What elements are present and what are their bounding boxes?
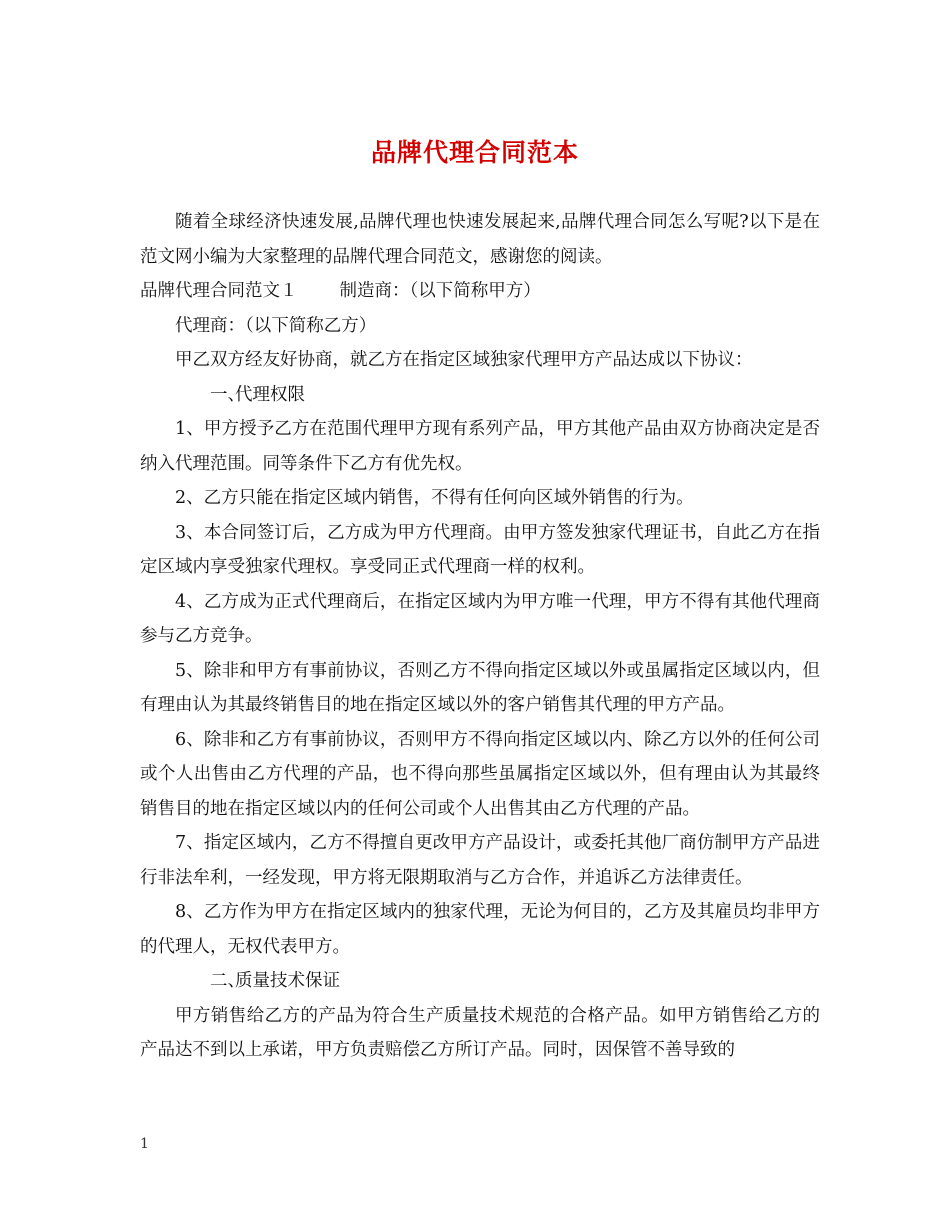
quality-paragraph: 甲方销售给乙方的产品为符合生产质量技术规范的合格产品。如甲方销售给乙方的产品达不到以上承诺，甲方负责赔偿乙方所订产品。同时，因保管不善导致的: [140, 1005, 820, 1060]
sample-header-line: [140, 274, 820, 309]
section-number: 二、: [210, 971, 245, 991]
clause-3: 3、本合同签订后，乙方成为甲方代理商。由甲方签发独家代理证书，自此乙方在指定区域内享受独家代理权。享受同正式代理商一样的权利。: [140, 522, 820, 577]
section-title: 质量技术保证: [235, 971, 340, 991]
clause-1: 1、甲方授予乙方在范围代理甲方现有系列产品，甲方其他产品由双方协商决定是否纳入代理范围。同等条件下乙方有优先权。: [140, 419, 820, 474]
agent-line: 代理商：（以下简称乙方）: [175, 315, 377, 336]
section-title: 代理权限: [235, 384, 305, 405]
preamble-paragraph: 甲乙双方经友好协商，就乙方在指定区域独家代理甲方产品达成以下协议：: [175, 350, 753, 370]
sample-label: 品牌代理合同范文１: [140, 281, 298, 301]
page-number: 1: [140, 1136, 149, 1152]
clause-4: 4、乙方成为正式代理商后，在指定区域内为甲方唯一代理，甲方不得有其他代理商参与乙方竞争。: [140, 591, 820, 646]
clause-8: 8、乙方作为甲方在指定区域内的独家代理，无论为何目的，乙方及其雇员均非甲方的代理人，无权代表甲方。: [140, 902, 820, 957]
section-heading-1: [140, 378, 820, 413]
document-body: [140, 205, 820, 1068]
section-heading-2: [140, 964, 820, 999]
section-number: 一、: [210, 384, 245, 405]
clause-7: 7、指定区域内，乙方不得擅自更改甲方产品设计，或委托其他厂商仿制甲方产品进行非法牟利，一经发现，甲方将无限期取消与乙方合作，并追诉乙方法律责任。: [140, 833, 820, 888]
manufacturer-line: 制造商：（以下简称甲方）: [339, 281, 541, 301]
document-title: 品牌代理合同范本: [370, 138, 579, 167]
clause-5: 5、除非和甲方有事前协议，否则乙方不得向指定区域以外或虽属指定区域以内，但有理由认为其最终销售目的地在指定区域以外的客户销售其代理的甲方产品。: [140, 660, 820, 715]
clause-6: 6、除非和乙方有事前协议，否则甲方不得向指定区域以内、除乙方以外的任何公司或个人出售由乙方代理的产品，也不得向那些虽属指定区域以外，但有理由认为其最终销售目的地在指定区域以内的任何公司或个人出售其由乙方代理的产品。: [140, 729, 820, 819]
clause-2: 2、乙方只能在指定区域内销售，不得有任何向区域外销售的行为。: [175, 488, 694, 508]
intro-paragraph: 随着全球经济快速发展,品牌代理也快速发展起来,品牌代理合同怎么写呢?以下是在范文网小编为大家整理的品牌代理合同范文，感谢您的阅读。: [140, 212, 820, 267]
